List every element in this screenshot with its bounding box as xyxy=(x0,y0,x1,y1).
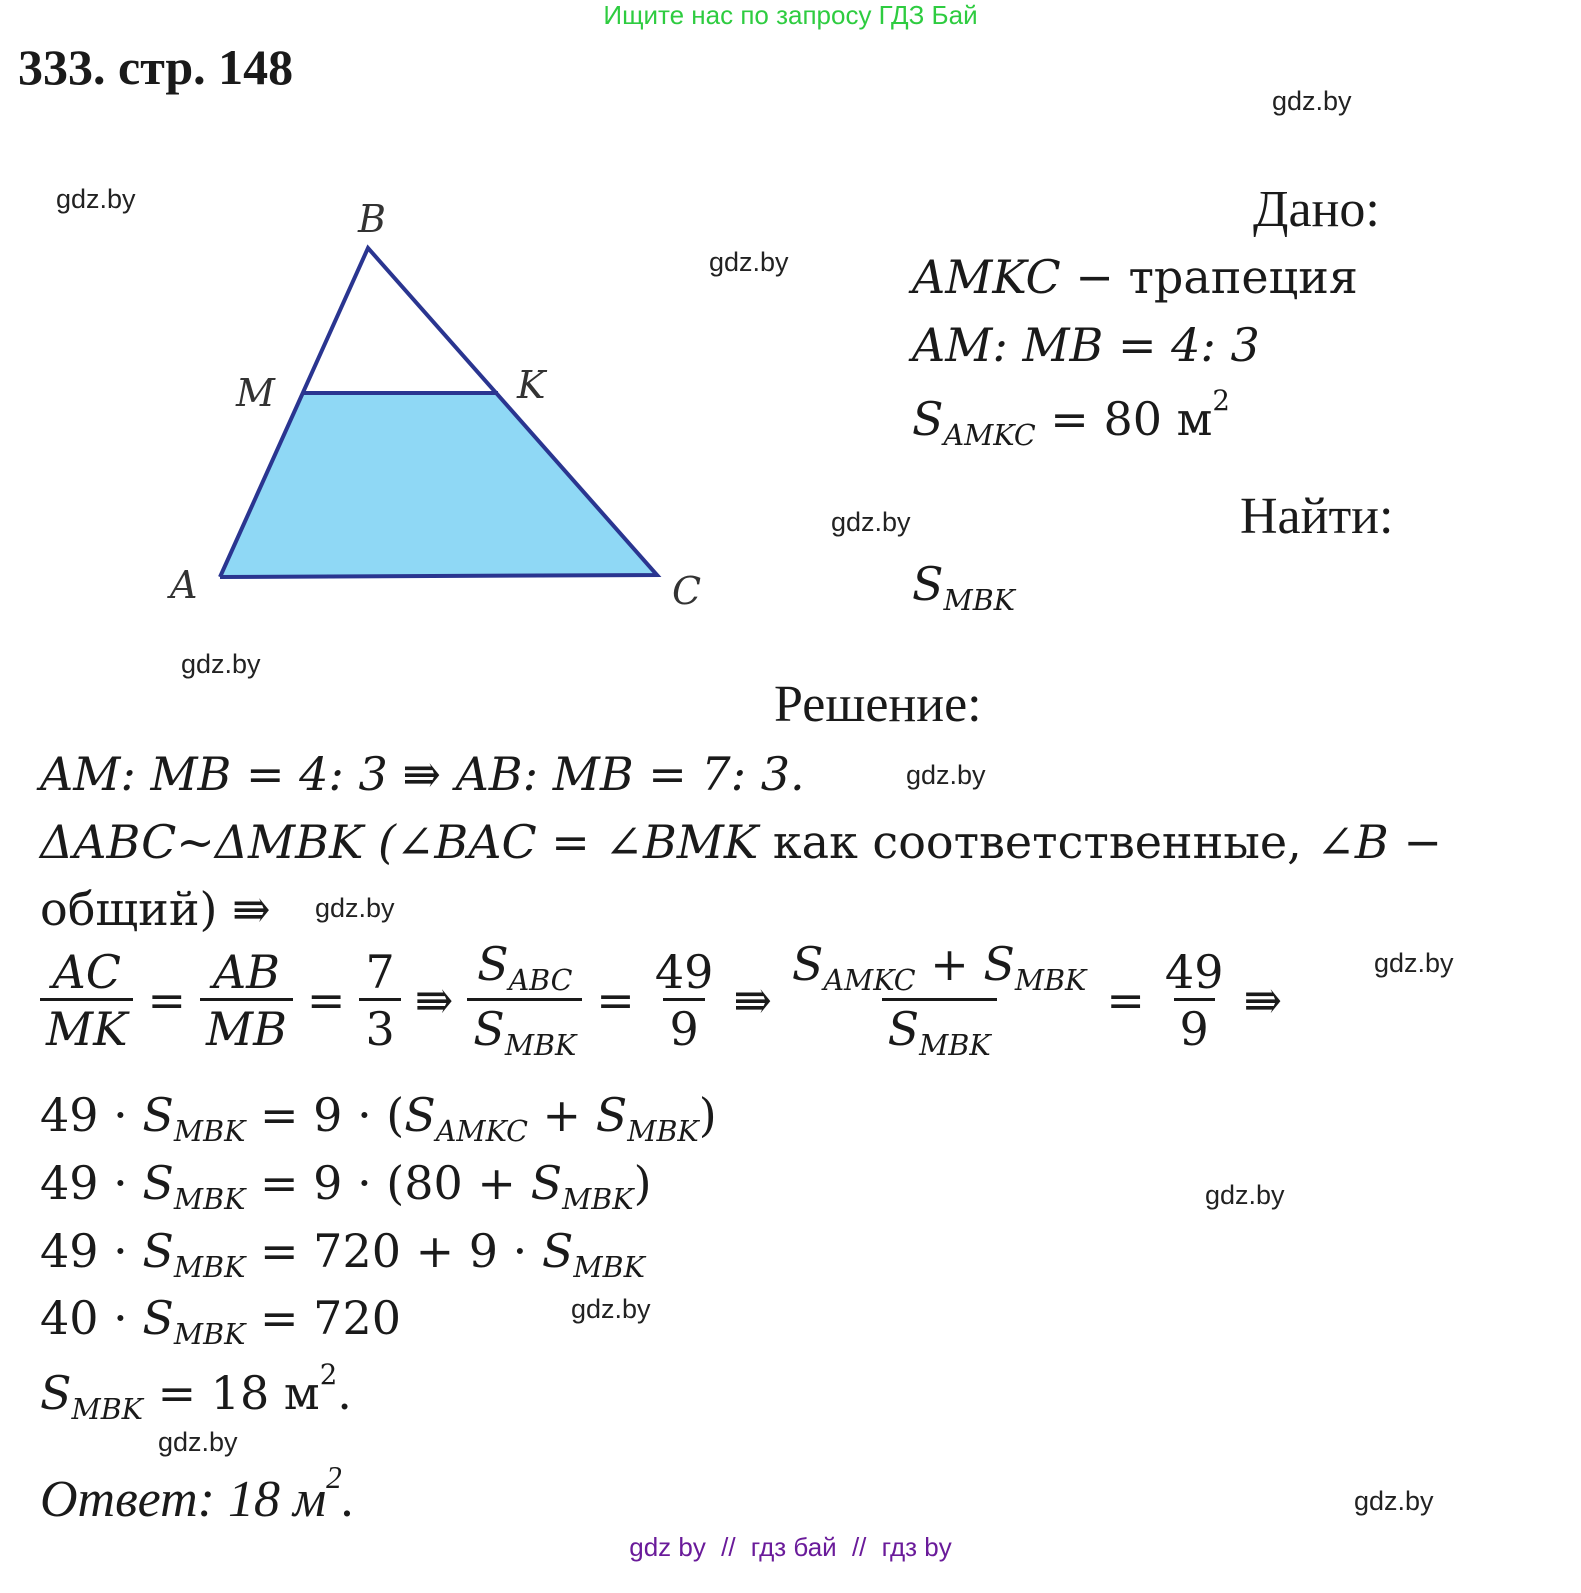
watermark: gdz.by xyxy=(1205,1180,1285,1210)
equation-4: $40 \cdot S_{MBK} = 720$ xyxy=(40,1291,401,1351)
footer-link[interactable]: гдз by xyxy=(881,1532,952,1562)
watermark: gdz.by xyxy=(1354,1486,1434,1516)
fraction-chain: $\frac{AC}{MK}$ = $\frac{AB}{MB}$ = $\frac{7}{3}$ ⇛ $\frac{S_{ABC}}{S_{MBK}}$ = $\frac{49}{9}$ ⇛ $\frac{S_{AMKC} + S_{MBK}}{S_{MBK}}$ = $\frac{49}{9}$ ⇛ xyxy=(36,940,1292,1061)
vertex-label-k: K xyxy=(517,363,546,407)
watermark: gdz.by xyxy=(315,893,395,923)
watermark: gdz.by xyxy=(56,184,136,214)
footer-links xyxy=(0,1532,1581,1563)
given-trapezoid: AMKC − трапеция xyxy=(912,250,1358,304)
vertex-label-a: A xyxy=(170,563,198,607)
fraction-7-3: $\frac{7}{3}$ xyxy=(359,948,400,1054)
watermark: gdz.by xyxy=(831,507,911,537)
fraction-ac-mk: $\frac{AC}{MK}$ xyxy=(40,948,133,1054)
fraction-sum-area: $\frac{S_{AMKC} + S_{MBK}}{S_{MBK}}$ xyxy=(791,937,1087,1062)
fraction-49-9: $\frac{49}{9}$ xyxy=(1164,944,1224,1056)
equation-5: $S_{MBK} = 18$ $м^2$. xyxy=(40,1358,352,1426)
find-target: $S_{MBK}$ xyxy=(912,557,1015,617)
given-ratio: AM: MB = 4: 3 xyxy=(912,318,1260,372)
trapezoid-figure xyxy=(160,190,730,620)
watermark: gdz.by xyxy=(1374,948,1454,978)
footer-separator: // xyxy=(851,1532,867,1562)
watermark: gdz.by xyxy=(181,649,261,679)
vertex-label-m: M xyxy=(236,371,275,415)
watermark: gdz.by xyxy=(1272,86,1352,116)
search-banner: Ищите нас по запросу ГДЗ Бай xyxy=(603,0,978,30)
solution-heading: Решение: xyxy=(774,676,982,733)
solution-line-2: ΔABC~ΔMBK (∠BAC = ∠BMK как соответственные, ∠B − xyxy=(40,815,1442,869)
watermark: gdz.by xyxy=(158,1427,238,1457)
fraction-ab-mb: $\frac{AB}{MB}$ xyxy=(200,948,293,1054)
watermark: gdz.by xyxy=(709,247,789,277)
equation-3: $49 \cdot S_{MBK} = 720 + 9 \cdot S_{MBK}$ xyxy=(40,1224,645,1284)
fraction-49-9: $\frac{49}{9}$ xyxy=(654,944,714,1056)
vertex-label-b: B xyxy=(358,197,386,241)
vertex-label-c: C xyxy=(672,569,702,613)
solution-line-3: общий) ⇛ xyxy=(40,882,271,936)
fraction-area-ratio: $\frac{S_{ABC}}{S_{MBK}}$ xyxy=(467,940,582,1061)
find-heading: Найти: xyxy=(1240,488,1394,545)
watermark: gdz.by xyxy=(571,1294,651,1324)
answer: Ответ: 18 $м^2$. xyxy=(40,1460,355,1529)
footer-link[interactable]: gdz by xyxy=(629,1532,706,1562)
page-title: 333. стр. 148 xyxy=(18,39,294,95)
watermark: gdz.by xyxy=(906,760,986,790)
footer-link[interactable]: гдз бай xyxy=(750,1532,837,1562)
equation-1: $49 \cdot S_{MBK} = 9 \cdot (S_{AMKC} + S_{MBK})$ xyxy=(40,1088,717,1148)
given-heading: Дано: xyxy=(1253,181,1380,238)
trapezoid-amkc xyxy=(220,393,657,577)
equation-2: $49 \cdot S_{MBK} = 9 \cdot (80 + S_{MBK})$ xyxy=(40,1156,652,1216)
footer-separator: // xyxy=(721,1532,736,1562)
solution-line-1: AM: MB = 4: 3 ⇛ AB: MB = 7: 3. xyxy=(40,747,805,801)
given-area: $S_{AMKC} = 80$ $м^2$ xyxy=(912,384,1230,452)
